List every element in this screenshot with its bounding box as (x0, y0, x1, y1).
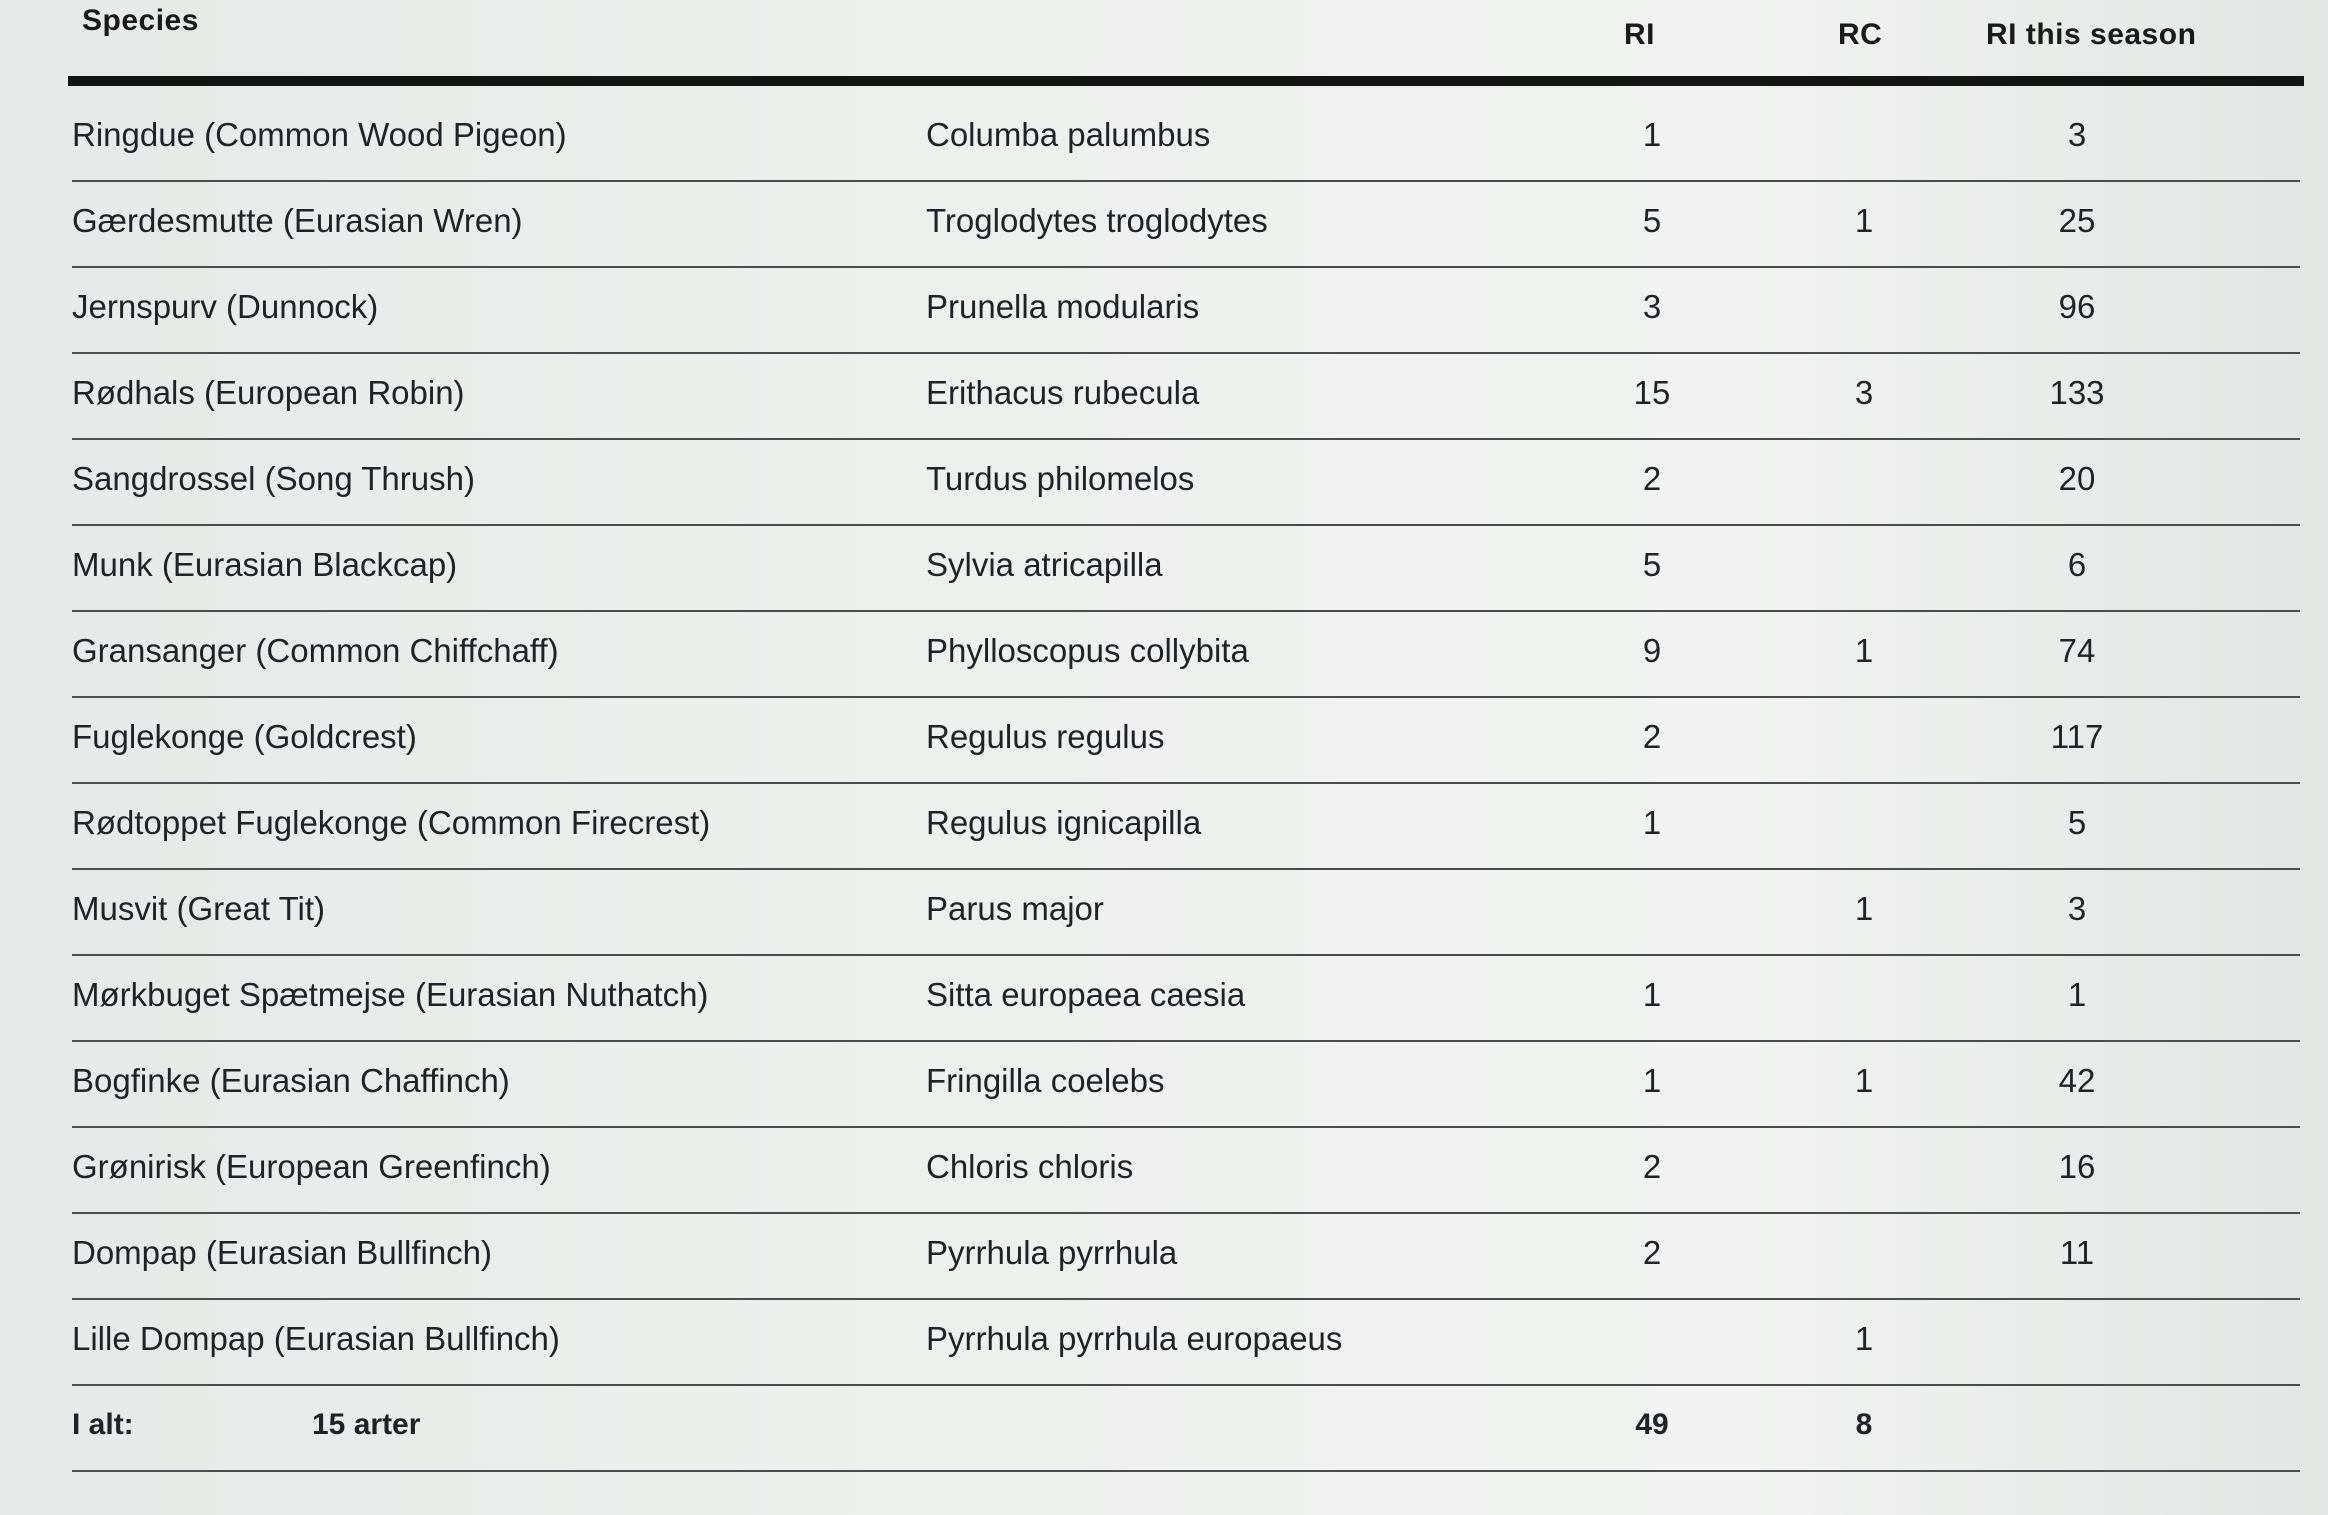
ri-value: 1 (1642, 976, 1662, 1013)
ri-value: 2 (1642, 1148, 1662, 1185)
table-row (72, 1128, 2300, 1214)
species-name: Gransanger (Common Chiffchaff) (72, 632, 559, 669)
species-name: Fuglekonge (Goldcrest) (72, 718, 417, 755)
table-row (72, 96, 2300, 182)
species-name: Jernspurv (Dunnock) (72, 288, 379, 325)
species-name: Dompap (Eurasian Bullfinch) (72, 1234, 493, 1271)
table-body (0, 96, 2328, 1472)
table-row (72, 956, 2300, 1042)
latin-name: Sitta europaea caesia (926, 976, 1246, 1013)
rc-value: 3 (1854, 374, 1874, 411)
species-name: Musvit (Great Tit) (72, 890, 326, 927)
season-value: 3 (2067, 890, 2087, 927)
ri-value: 2 (1642, 1234, 1662, 1271)
ri-value: 1 (1642, 116, 1662, 153)
header-rc: RC (1838, 18, 1883, 51)
latin-name: Columba palumbus (926, 116, 1211, 153)
latin-name: Regulus regulus (926, 718, 1165, 755)
species-name: Mørkbuget Spætmejse (Eurasian Nuthatch) (72, 976, 709, 1013)
rc-value: 1 (1854, 1062, 1874, 1099)
season-value: 16 (2058, 1148, 2096, 1185)
season-value: 3 (2067, 116, 2087, 153)
season-value: 11 (2059, 1234, 2095, 1271)
ri-value: 1 (1642, 1062, 1662, 1099)
table-row (72, 354, 2300, 440)
table-row (72, 784, 2300, 870)
species-name: Sangdrossel (Song Thrush) (72, 460, 475, 497)
season-value: 20 (2058, 460, 2096, 497)
latin-name: Sylvia atricapilla (926, 546, 1163, 583)
table-row (72, 1042, 2300, 1128)
ri-value: 9 (1642, 632, 1662, 669)
ri-value: 5 (1642, 202, 1662, 239)
species-name: Munk (Eurasian Blackcap) (72, 546, 458, 583)
total-rc: 8 (1855, 1408, 1873, 1441)
total-label: I alt: (72, 1408, 134, 1441)
species-name: Lille Dompap (Eurasian Bullfinch) (72, 1320, 560, 1357)
species-name: Gærdesmutte (Eurasian Wren) (72, 202, 523, 239)
season-value: 25 (2058, 202, 2096, 239)
ri-value: 2 (1642, 718, 1662, 755)
latin-name: Regulus ignicapilla (926, 804, 1202, 841)
species-name: Rødhals (European Robin) (72, 374, 465, 411)
species-count: 15 arter (312, 1408, 421, 1441)
latin-name: Turdus philomelos (926, 460, 1195, 497)
rc-value: 1 (1854, 202, 1874, 239)
season-value: 5 (2067, 804, 2087, 841)
ri-value: 1 (1642, 804, 1662, 841)
ri-value: 15 (1633, 374, 1671, 411)
table-header (68, 0, 2304, 86)
season-value: 96 (2058, 288, 2096, 325)
species-name: Grønirisk (European Greenfinch) (72, 1148, 551, 1185)
total-ri: 49 (1635, 1408, 1669, 1441)
table-row (72, 440, 2300, 526)
latin-name: Chloris chloris (926, 1148, 1134, 1185)
header-ri: RI (1624, 18, 1655, 51)
table-row (72, 526, 2300, 612)
ri-value: 3 (1642, 288, 1662, 325)
species-name: Bogfinke (Eurasian Chaffinch) (72, 1062, 510, 1099)
latin-name: Phylloscopus collybita (926, 632, 1249, 669)
season-value: 133 (2049, 374, 2105, 411)
ri-value: 5 (1642, 546, 1662, 583)
season-value: 74 (2058, 632, 2096, 669)
table-row (72, 612, 2300, 698)
table-row (72, 182, 2300, 268)
table-row (72, 1300, 2300, 1386)
species-name: Ringdue (Common Wood Pigeon) (72, 116, 567, 153)
rc-value: 1 (1854, 1320, 1874, 1357)
season-value: 6 (2067, 546, 2087, 583)
latin-name: Erithacus rubecula (926, 374, 1200, 411)
table-row (72, 698, 2300, 784)
rc-value: 1 (1854, 890, 1874, 927)
rc-value: 1 (1854, 632, 1874, 669)
latin-name: Pyrrhula pyrrhula (926, 1234, 1178, 1271)
season-value: 117 (2050, 718, 2104, 755)
table-row (72, 870, 2300, 956)
species-name: Rødtoppet Fuglekonge (Common Firecrest) (72, 804, 711, 841)
season-value: 42 (2058, 1062, 2096, 1099)
latin-name: Prunella modularis (926, 288, 1200, 325)
latin-name: Fringilla coelebs (926, 1062, 1165, 1099)
table-row (72, 1214, 2300, 1300)
header-species: Species (82, 4, 199, 37)
latin-name: Troglodytes troglodytes (926, 202, 1268, 239)
latin-name: Parus major (926, 890, 1104, 927)
season-value: 1 (2067, 976, 2087, 1013)
latin-name: Pyrrhula pyrrhula europaeus (926, 1320, 1343, 1357)
ri-value: 2 (1642, 460, 1662, 497)
total-row (72, 1386, 2300, 1472)
header-ri-this-season: RI this season (1986, 18, 2197, 51)
table-row (72, 268, 2300, 354)
